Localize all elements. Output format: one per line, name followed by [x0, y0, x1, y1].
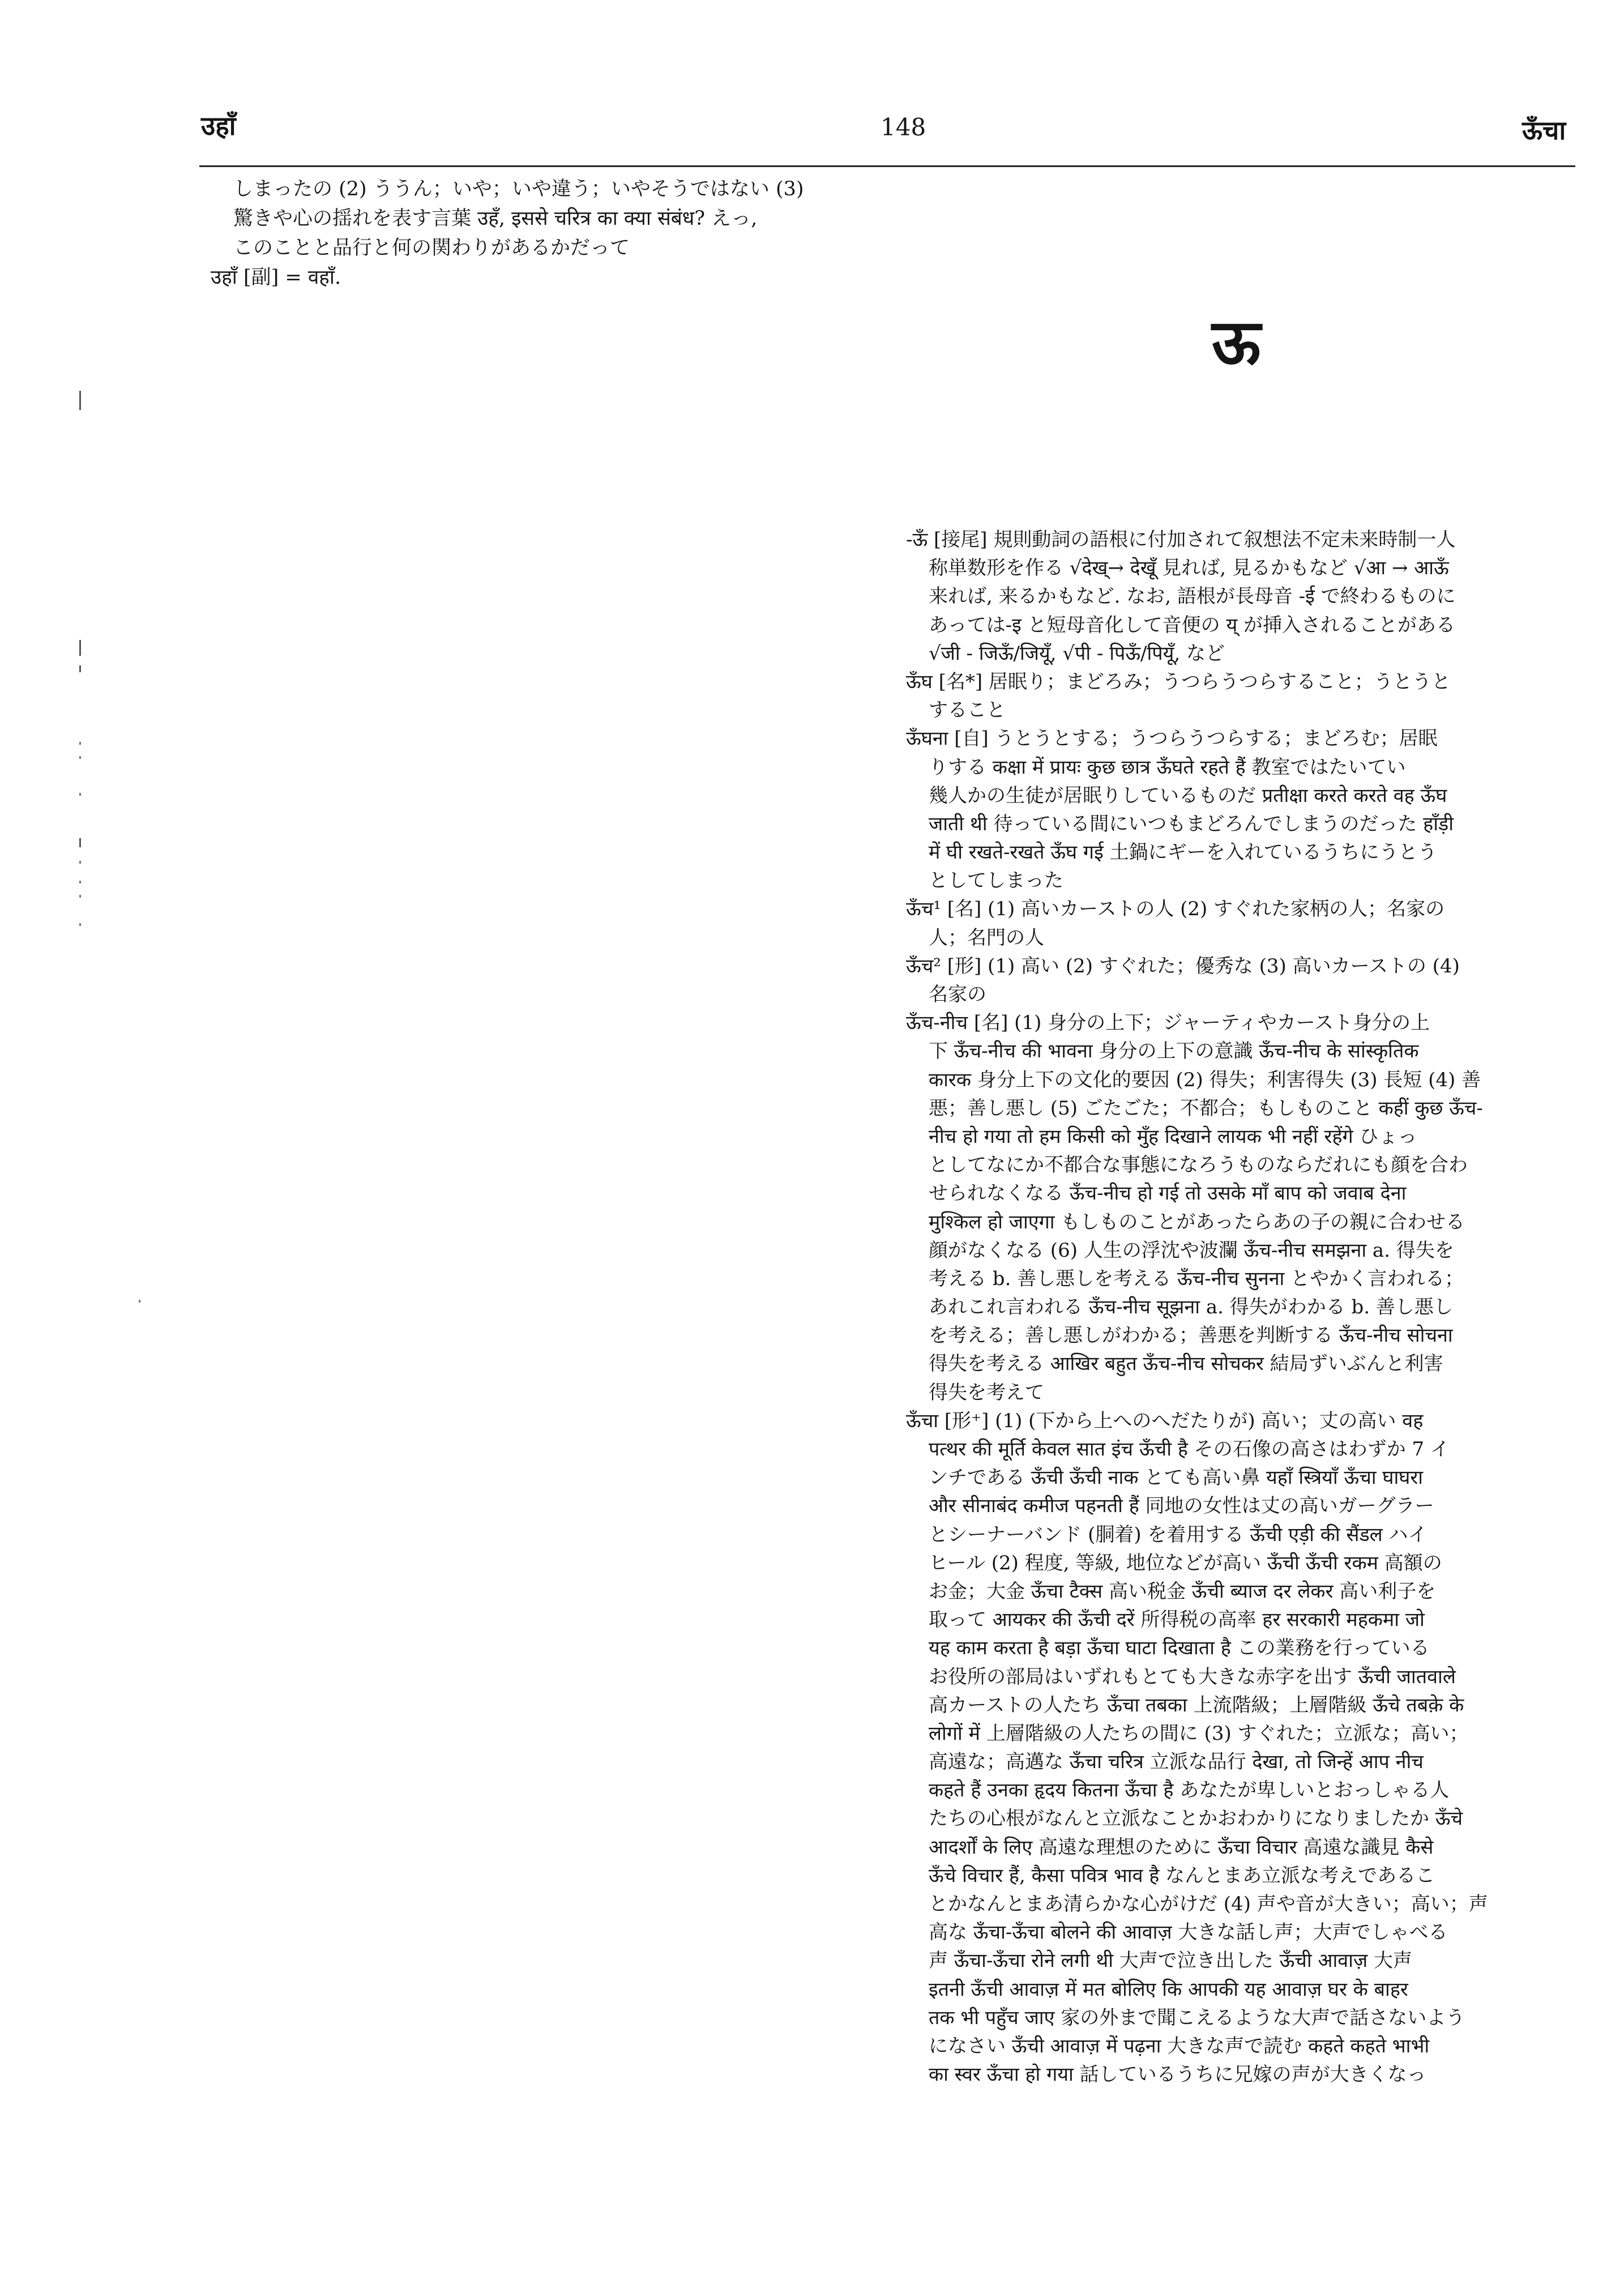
- dictionary-line: 考える b. 善し悪しを考える ऊँच-नीच सुनना とやかく言われる；: [929, 1267, 1464, 1290]
- dictionary-line: इतनी ऊँची आवाज़ में मत बोलिए कि आपकी यह आवाज़ घर के बाहर: [929, 1978, 1408, 2001]
- margin-mark: [79, 756, 81, 759]
- dictionary-line: 高カーストの人たち ऊँचा तबका 上流階級；上層階級 ऊँचे तबक़े के: [929, 1693, 1464, 1717]
- dictionary-line: 顔がなくなる (6) 人生の浮沈や波瀾 ऊँच-नीच समझना a. 得失を: [929, 1239, 1454, 1262]
- dictionary-line: 高な ऊँचा-ऊँचा बोलने की आवाज़ 大きな話し声；大声でしゃべる: [929, 1921, 1448, 1944]
- dictionary-line: あれこれ言われる ऊँच-नीच सूझना a. 得失がわかる b. 善し悪し: [929, 1296, 1453, 1319]
- dictionary-line: और सीनाबंद कमीज पहनती हैं 同地の女性は丈の高いガーグラー: [929, 1495, 1434, 1518]
- margin-mark: [79, 923, 81, 926]
- dictionary-line: [906, 2089, 1571, 2117]
- dictionary-line: का स्वर ऊँचा हो गया 話しているうちに兄嫁の声が大きくなっ: [929, 2063, 1426, 2086]
- dictionary-line: ヒール (2) 程度, 等級, 地位などが高い ऊँची ऊँची रकम 高額の: [929, 1551, 1442, 1574]
- margin-mark: [79, 881, 81, 883]
- margin-mark: [139, 1300, 140, 1303]
- dictionary-line: 名家の: [929, 983, 986, 1006]
- dictionary-line: たちの心根がなんと立派なことかおわかりになりましたか ऊँचे: [929, 1807, 1463, 1830]
- dictionary-line: 悪；善し悪し (5) ごたごた；不都合；もしものこと कहीं कुछ ऊँच-: [929, 1096, 1483, 1120]
- margin-mark: [79, 793, 81, 796]
- dictionary-line: 声 ऊँचा-ऊँचा रोने लगी थी 大声で泣き出した ऊँची आवाज़ 大声: [929, 1949, 1413, 1973]
- margin-mark: [79, 665, 81, 672]
- dictionary-line: お金；大金 ऊँचा टैक्स 高い税金 ऊँची ब्याज दर लेकर 高い利子を: [929, 1580, 1436, 1603]
- page-number: 148: [881, 113, 926, 141]
- dictionary-line: 下 ऊँच-नीच की भावना 身分の上下の意識 ऊँच-नीच के सांस्कृतिक: [929, 1040, 1419, 1063]
- margin-mark: [79, 742, 81, 745]
- dictionary-line: 得失を考える आखिर बहुत ऊँच-नीच सोचकर 結局ずいぶんと利害: [929, 1352, 1443, 1376]
- margin-mark: [79, 391, 81, 410]
- margin-mark: [79, 895, 81, 898]
- dictionary-line: √जी - जिऊँ/जियूँ, √पी - पिऊँ/पियूँ, など: [929, 642, 1225, 665]
- header-rule: [199, 165, 1575, 167]
- dictionary-line: ऊँच¹ [名] (1) 高いカーストの人 (2) すぐれた家柄の人；名家の: [906, 898, 1445, 921]
- dictionary-line: 人；名門の人: [929, 926, 1044, 949]
- margin-mark: [79, 861, 81, 864]
- dictionary-line: としてなにか不都合な事態になろうものならだれにも顔を合わ: [929, 1154, 1468, 1177]
- dictionary-line: 取って आयकर की ऊँची दरें 所得税の高率 हर सरकारी महकमा जो: [929, 1608, 1425, 1632]
- dictionary-line: ऊँच² [形] (1) 高い (2) すぐれた；優秀な (3) 高いカーストの (4): [906, 954, 1460, 978]
- dictionary-line: ऊँचा [形⁺] (1) (下から上へのへだたりが) 高い；丈の高い वह: [906, 1409, 1424, 1432]
- right-column: [906, 526, 1571, 2118]
- dictionary-line: 幾人かの生徒が居眠りしているものだ प्रतीक्षा करते करते वह ऊँघ: [929, 784, 1447, 807]
- dictionary-line: ऊँघ [名*] 居眠り；まどろみ；うつらうつらすること；うとうと: [906, 670, 1451, 693]
- dictionary-line: जाती थी 待っている間にいつもまどろんでしまうのだった हाँड़ी: [929, 812, 1454, 835]
- dictionary-line: लोगों में 上層階級の人たちの間に (3) すぐれた；立派な；高い；: [929, 1722, 1469, 1745]
- dictionary-line: このことと品行と何の関わりがあるかだって: [233, 237, 630, 259]
- section-letter: ऊ: [1212, 305, 1261, 378]
- dictionary-line: とシーナーバンド (胴着) を着用する ऊँची एड़ी की सैंडल ハイ: [929, 1523, 1428, 1546]
- dictionary-line: ऊँच-नीच [名] (1) 身分の上下；ジャーティやカースト身分の上: [906, 1011, 1430, 1035]
- dictionary-line: になさい ऊँची आवाज़ में पढ़ना 大きな声で読む कहते कहते भाभी: [929, 2034, 1430, 2058]
- dictionary-line: 高遠な；高邁な ऊँचा चरित्र 立派な品行 देखा, तो जिन्हें आप नीच: [929, 1751, 1424, 1774]
- dictionary-line: お役所の部局はいずれもとても大きな赤字を出す ऊँची जातवाले: [929, 1665, 1456, 1688]
- dictionary-line: としてしまった: [929, 869, 1063, 893]
- dictionary-line: 驚きや心の揺れを表す言葉 उहँ, इससे चरित्र का क्या संबंध? えっ,: [233, 207, 758, 230]
- dictionary-line: すること: [929, 699, 1006, 722]
- dictionary-line: を考える；善し悪しがわかる；善悪を判断する ऊँच-नीच सोचना: [929, 1324, 1453, 1347]
- dictionary-line: 称単数形を作る √देख्→ देखूँ 見れば, 見るかもなど √आ → आऊँ: [929, 557, 1449, 580]
- dictionary-line: ऊँचे विचार हैं, कैसा पवित्र भाव है なんとまあ立派な考えであるこ: [929, 1864, 1435, 1887]
- dictionary-line: पत्थर की मूर्ति केवल सात इंच ऊँची है その石像の高さはわずか 7 イ: [929, 1438, 1450, 1461]
- dictionary-line: りする कक्षा में प्रायः कुछ छात्र ऊँघते रहते हैं 教室ではたいてい: [929, 756, 1406, 779]
- dictionary-line: 来れば, 来るかもなど. なお, 語根が長母音 -ई で終わるものに: [929, 585, 1456, 608]
- header-right-word: ऊँचा: [1522, 115, 1566, 146]
- dictionary-line: ンチである ऊँची ऊँची नाक とても高い鼻 यहाँ स्त्रियाँ ऊँचा घाघरा: [929, 1466, 1424, 1489]
- left-column: [211, 174, 930, 292]
- header-left-word: उहाँ: [201, 110, 236, 141]
- dictionary-entry-headword-line: उहाँ [副] = वहाँ.: [211, 266, 341, 289]
- margin-mark: [79, 838, 81, 847]
- dictionary-line: मुश्किल हो जाएगा もしものことがあったらあの子の親に合わせる: [929, 1210, 1465, 1234]
- dictionary-line: あっては-इ と短母音化して音便の य् が挿入されることがある: [929, 613, 1455, 637]
- dictionary-line: यह काम करता है बड़ा ऊँचा घाटा दिखाता है この業務を行っている: [929, 1637, 1430, 1660]
- dictionary-line: とかなんとまあ清らかな心がけだ (4) 声や音が大きい；高い；声: [929, 1893, 1488, 1915]
- dictionary-line: ऊँघना [自] うとうとする；うつらうつらする；まどろむ；居眠: [906, 727, 1438, 750]
- dictionary-line: नीच हो गया तो हम किसी को मुँह दिखाने लायक भी नहीं रहेंगे ひょっ: [929, 1125, 1417, 1148]
- margin-mark: [79, 640, 81, 656]
- dictionary-line: しまったの (2) ううん；いや；いや違う；いやそうではない (3): [233, 178, 804, 200]
- dictionary-line: तक भी पहुँच जाए 家の外まで聞こえるような大声で話さないよう: [929, 2006, 1465, 2029]
- dictionary-line: कारक 身分上下の文化的要因 (2) 得失；利害得失 (3) 長短 (4) 善: [929, 1068, 1481, 1091]
- dictionary-line: में घी रखते-रखते ऊँघ गई 土鍋にギーを入れているうちにうとう: [929, 841, 1437, 864]
- dictionary-line: आदर्शों के लिए 高遠な理想のために ऊँचा विचार 高遠な識見 कैसे: [929, 1836, 1434, 1859]
- dictionary-line: 得失を考えて: [929, 1381, 1044, 1404]
- dictionary-line: せられなくなる ऊँच-नीच हो गई तो उसके माँ बाप को जवाब देना: [929, 1182, 1407, 1205]
- dictionary-line: कहते हैं उनका हृदय कितना ऊँचा है あなたが卑しいとおっしゃる人: [929, 1779, 1450, 1802]
- dictionary-line: -ऊँ [接尾] 規則動詞の語根に付加されて叙想法不定未来時制一人: [906, 528, 1456, 551]
